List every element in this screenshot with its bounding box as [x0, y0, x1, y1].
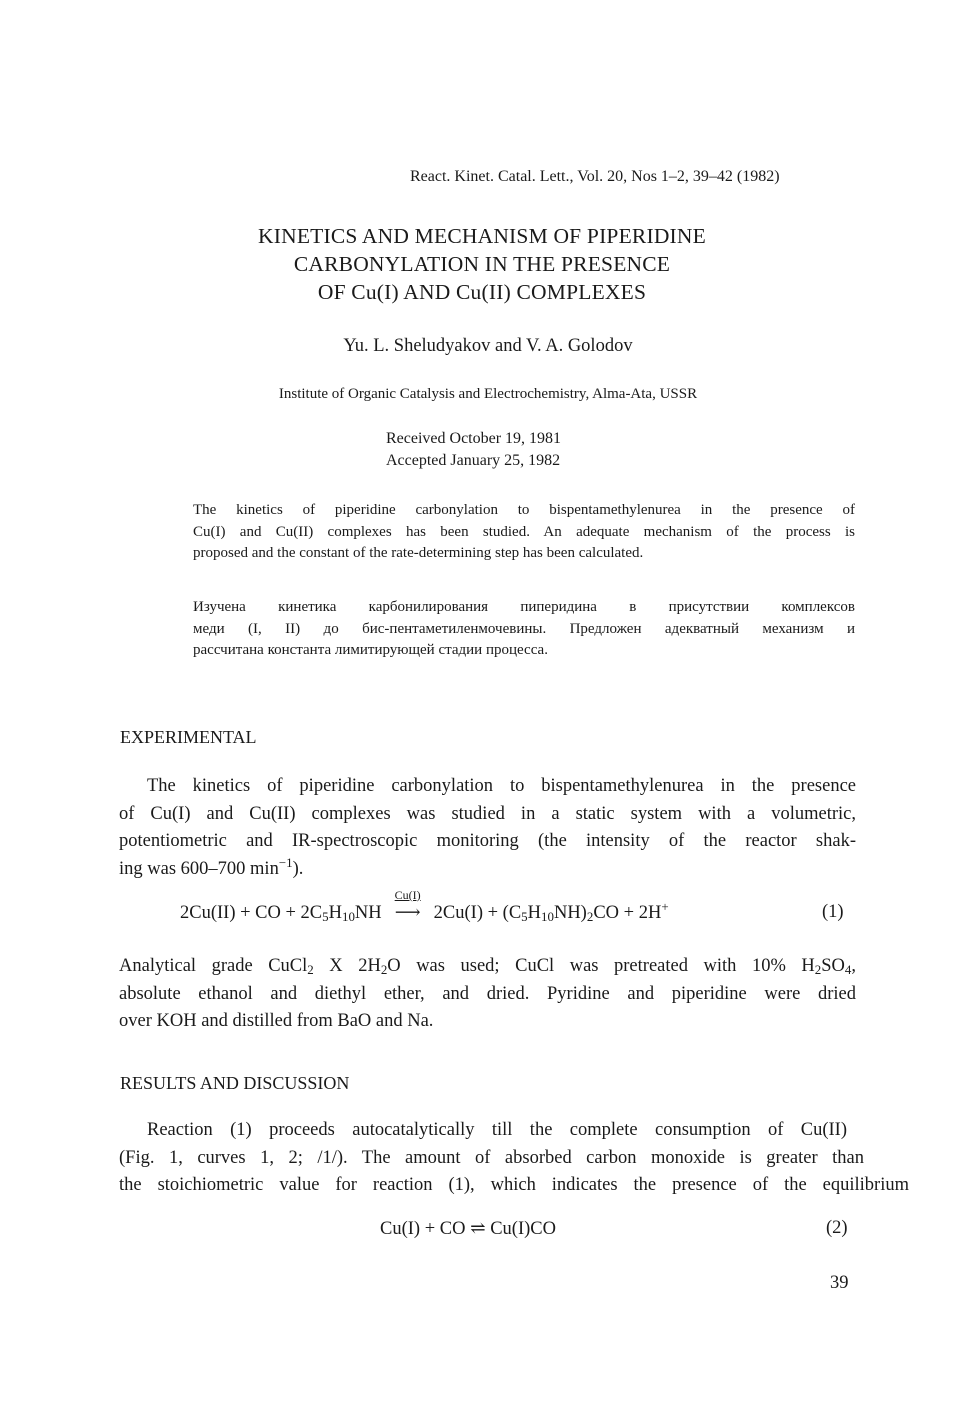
paragraph-line: absolute ethanol and diethyl ether, and dried. Pyridine and piperidine were dried — [119, 983, 856, 1004]
eq-term: H — [328, 903, 342, 923]
eq-subscript: 5 — [521, 909, 528, 924]
article-title — [150, 222, 814, 306]
paragraph-line — [119, 953, 856, 981]
abstract-line: рассчитана константа лимитирующей стадии процесса. — [193, 642, 548, 658]
eq-term: NH — [354, 903, 382, 923]
title-line: OF Cu(I) AND Cu(II) COMPLEXES — [317, 280, 647, 304]
equation-1 — [180, 888, 669, 924]
eq-term: CO + 2H — [593, 903, 662, 923]
page-number: 39 — [830, 1273, 849, 1293]
paragraph-line: The kinetics of piperidine carbonylation to bispentamethylenurea in the presence — [147, 776, 856, 796]
paragraph-line: over KOH and distilled from BaO and Na. — [119, 1011, 434, 1031]
title-line: CARBONYLATION IN THE PRESENCE — [293, 252, 671, 276]
paragraph-line: of Cu(I) and Cu(II) complexes was studied in a static system with a volumetric, — [119, 803, 856, 824]
eq-term: NH) — [553, 903, 587, 923]
abstract-russian — [193, 597, 855, 662]
article-dates — [386, 428, 561, 472]
subscript: 2 — [307, 962, 314, 977]
text-run: X 2H — [313, 956, 381, 976]
eq-superscript: + — [661, 899, 669, 914]
right-arrow-icon: ⟶ — [394, 902, 421, 922]
eq-subscript: 10 — [341, 909, 355, 924]
subscript: 2 — [814, 962, 822, 977]
text-run: SO — [821, 956, 845, 976]
abstract-line: Изучена кинетика карбонилирования пиперидина в присутствии комплексов — [193, 599, 855, 615]
text-run: O was used; CuCl was pretreated with 10% H — [387, 956, 815, 976]
accepted-date: Accepted January 25, 1982 — [386, 452, 561, 469]
paragraph-experimental-2 — [119, 953, 856, 1036]
eq-term: H — [527, 903, 542, 923]
title-line: KINETICS AND MECHANISM OF PIPERIDINE — [258, 224, 706, 248]
paragraph-line: Reaction (1) proceeds autocatalytically till the complete consumption of Cu(II) — [147, 1120, 847, 1140]
abstract-line: меди (I, II) до бис-пентаметиленмочевины. Предложен адекватный механизм и — [193, 620, 855, 637]
paragraph-line-text: ing was 600–700 min — [119, 858, 279, 879]
paragraph-line — [119, 856, 856, 884]
reaction-arrow — [382, 888, 434, 924]
subscript: 4 — [844, 962, 852, 977]
journal-reference: React. Kinet. Catal. Lett., Vol. 20, Nos 1–2, 39–42 (1982) — [410, 168, 780, 185]
abstract-line: The kinetics of piperidine carbonylation to bispentamethylenurea in the presence of — [193, 502, 855, 518]
abstract-line: proposed and the constant of the rate-determining step has been calculated. — [193, 545, 644, 561]
section-heading-experimental: EXPERIMENTAL — [120, 727, 257, 747]
equation-number-1: (1) — [822, 902, 844, 922]
text-run: , — [851, 956, 856, 976]
eq-subscript: 2 — [586, 909, 594, 924]
eq-subscript: 5 — [322, 909, 329, 924]
received-date: Received October 19, 1981 — [386, 430, 562, 447]
paragraph-line: the stoichiometric value for reaction (1), which indicates the presence of the equilibrium — [119, 1175, 909, 1195]
eq-subscript: 10 — [541, 909, 554, 924]
abstract-line: Cu(I) and Cu(II) complexes has been studied. An adequate mechanism of the process is — [193, 523, 855, 540]
section-heading-results: RESULTS AND DISCUSSION — [120, 1073, 350, 1093]
eq-term: 2Cu(II) + CO + 2C — [180, 903, 323, 923]
subscript: 2 — [380, 962, 388, 977]
equation-number-2: (2) — [826, 1218, 848, 1238]
eq-term: 2Cu(I) + (C — [433, 903, 522, 923]
paragraph-line-tail: ). — [292, 858, 304, 879]
paragraph-line: potentiometric and IR-spectroscopic monitoring (the intensity of the reactor shak- — [119, 831, 856, 851]
text-run: Analytical grade CuCl — [119, 956, 308, 976]
exponent: −1 — [278, 854, 293, 870]
authors: Yu. L. Sheludyakov and V. A. Golodov — [343, 336, 633, 356]
abstract-english — [193, 500, 855, 565]
paragraph-results-1 — [119, 1117, 909, 1200]
paragraph-line: (Fig. 1, curves 1, 2; /1/). The amount of absorbed carbon monoxide is greater than — [119, 1147, 864, 1168]
paragraph-experimental-1 — [119, 773, 856, 883]
affiliation: Institute of Organic Catalysis and Electrochemistry, Alma-Ata, USSR — [278, 386, 698, 402]
equation-2: Cu(I) + CO ⇌ Cu(I)CO — [380, 1219, 556, 1239]
catalyst-label: Cu(I) — [394, 888, 421, 902]
